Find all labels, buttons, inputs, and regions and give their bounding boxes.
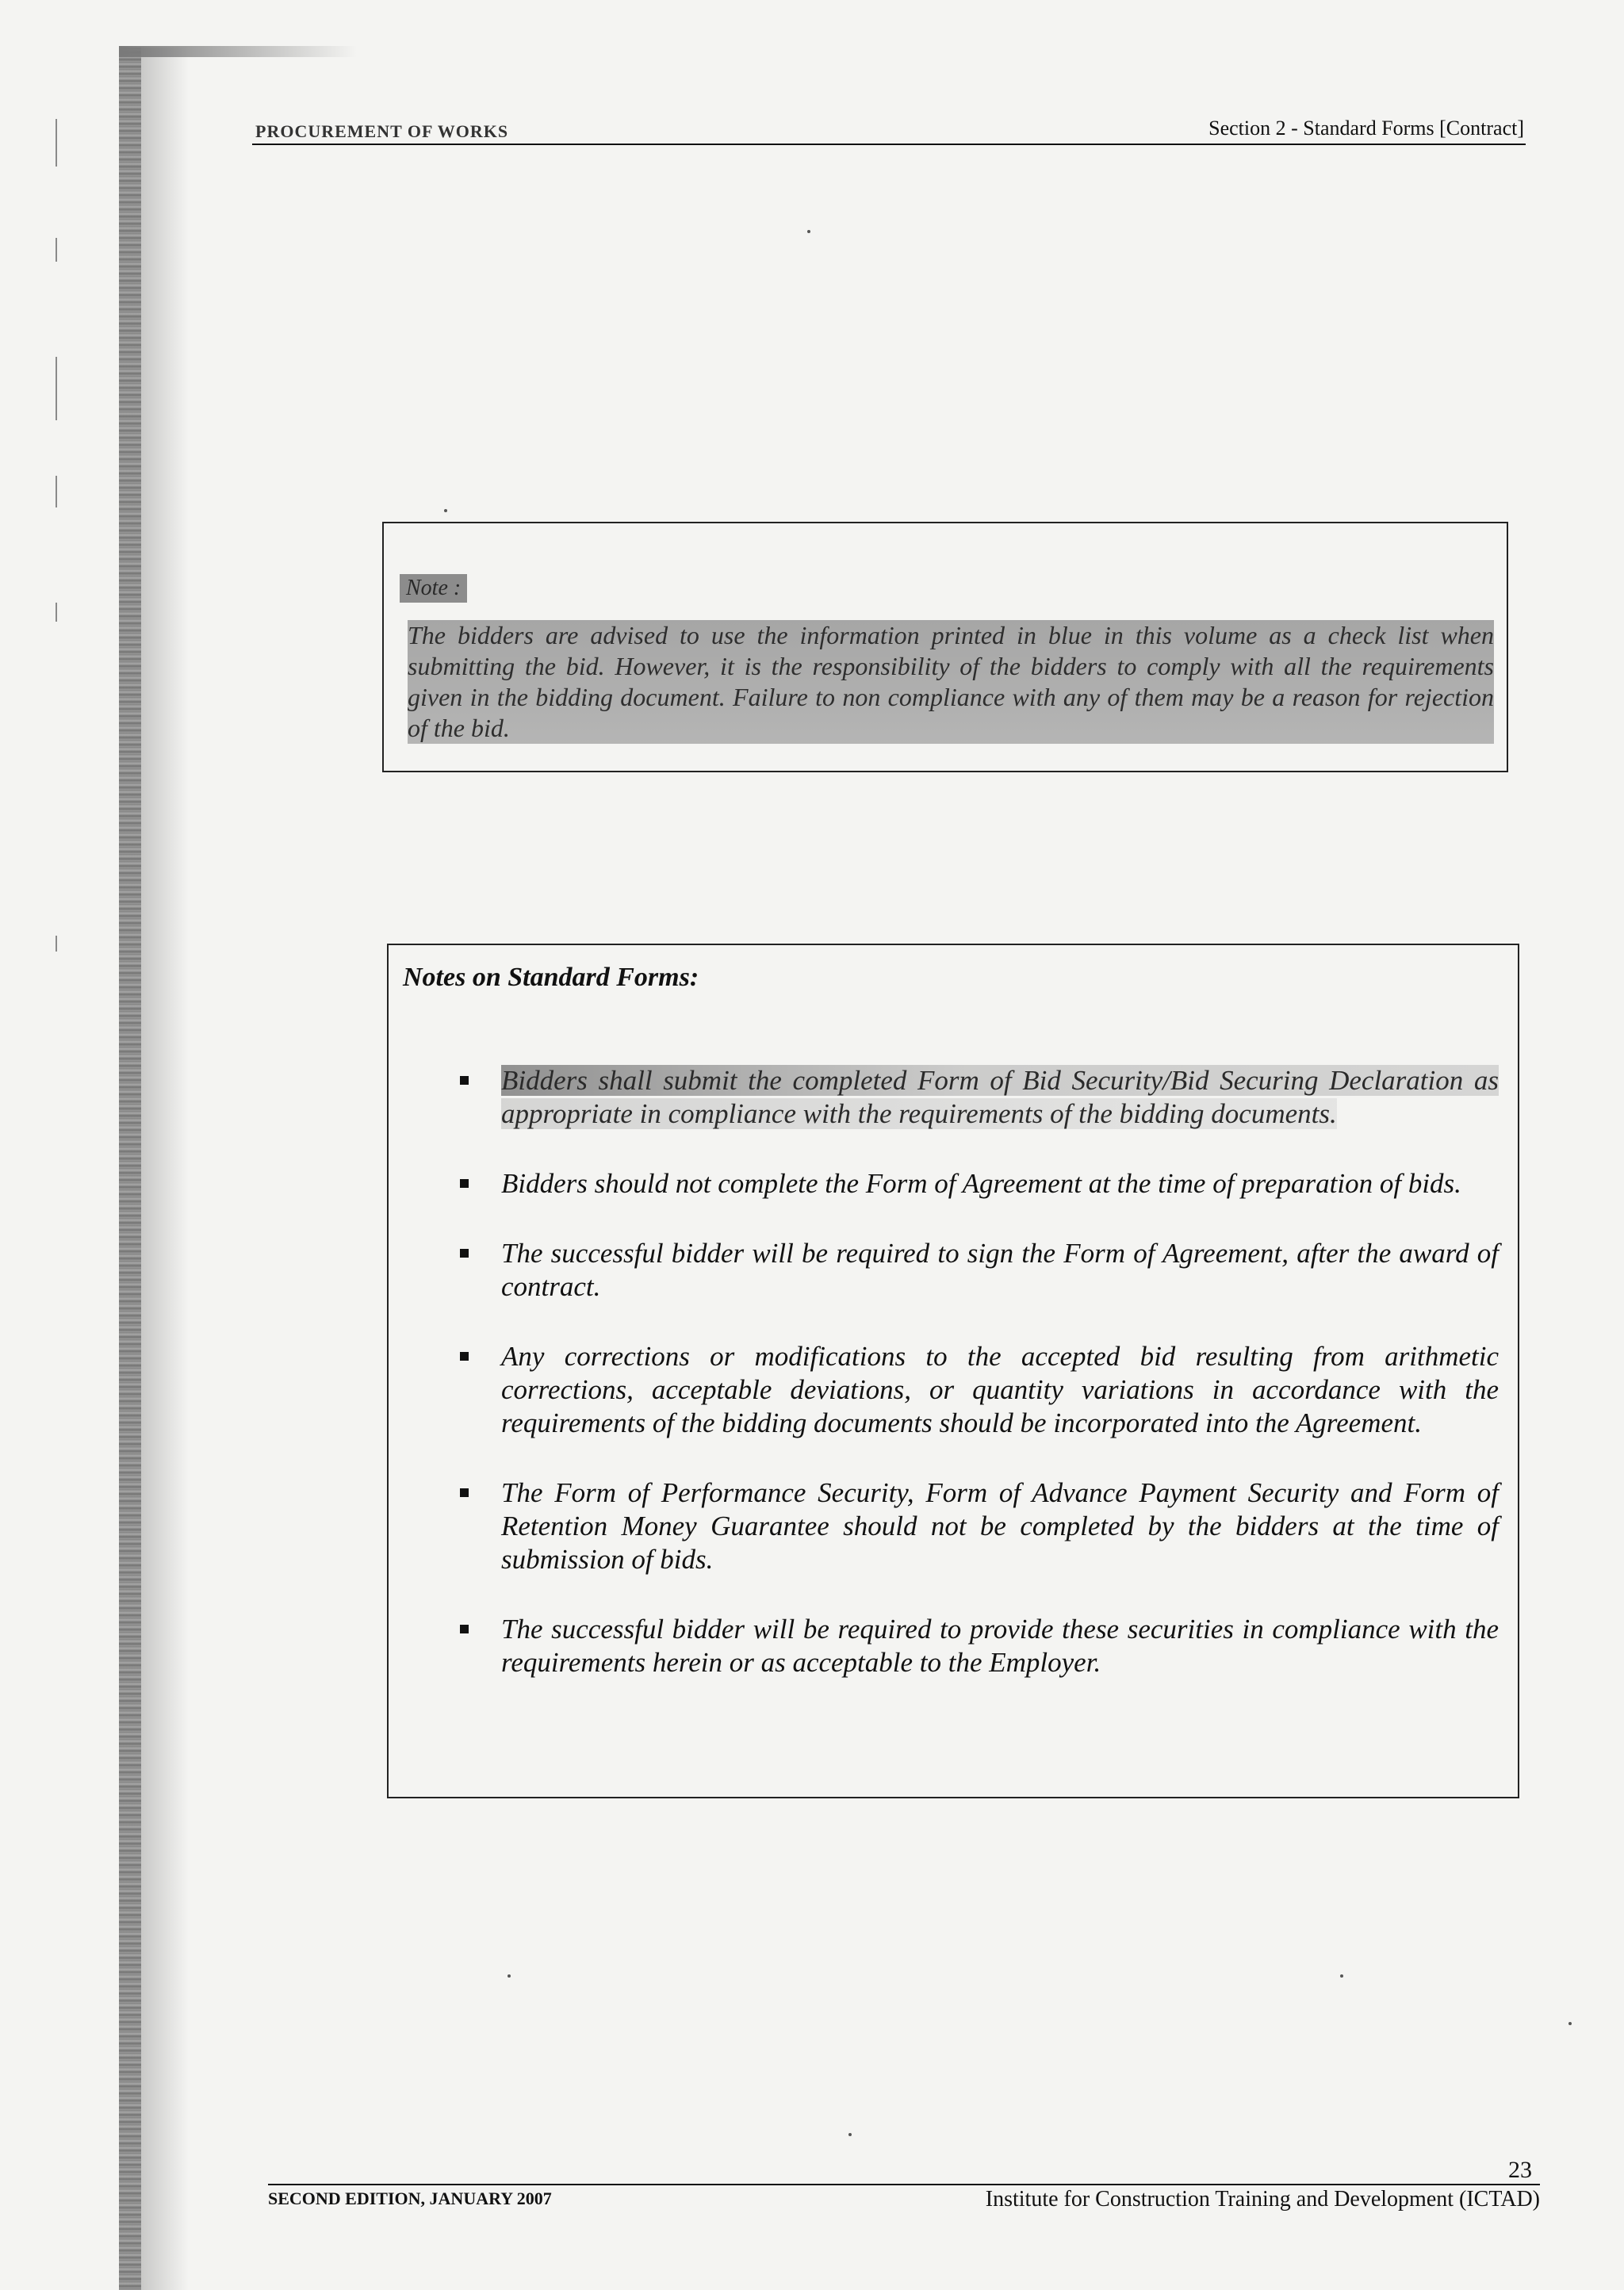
note-label: Note :	[400, 574, 467, 603]
list-item-text: Any corrections or modifications to the accepted bid resulting from arithmetic corrections, acceptable deviations, or quantity variations in accordance with the requirements of the bidding documents should be incorporated into the Agreement.	[501, 1341, 1499, 1438]
scan-speck	[807, 230, 810, 233]
list-item	[460, 1167, 1499, 1201]
page-number: 23	[1508, 2157, 1532, 2183]
binding-strip	[119, 48, 141, 2290]
scan-edge-marks	[0, 0, 119, 2290]
standard-forms-title: Notes on Standard Forms:	[403, 963, 699, 992]
list-item	[460, 1613, 1499, 1679]
standard-forms-notes-box	[387, 944, 1519, 1798]
scan-speck	[1340, 1974, 1343, 1978]
list-item-text: The Form of Performance Security, Form of Advance Payment Security and Form of Retention Money Guarantee should not be completed by the bidders at the time of submission of bids.	[501, 1477, 1499, 1575]
list-item	[460, 1340, 1499, 1440]
page-header	[252, 115, 1526, 145]
list-item	[460, 1237, 1499, 1304]
list-item-text: The successful bidder will be required to sign the Form of Agreement, after the award of contract.	[501, 1238, 1499, 1302]
bullet-icon	[460, 1179, 469, 1188]
scan-speck	[444, 509, 447, 512]
note-box	[382, 522, 1508, 772]
bullet-icon	[460, 1625, 469, 1633]
list-item-text: Bidders should not complete the Form of Agreement at the time of preparation of bids.	[501, 1168, 1461, 1199]
top-smudge	[119, 46, 357, 57]
bullet-icon	[460, 1076, 469, 1085]
scan-speck	[1568, 2022, 1572, 2025]
publisher-label: Institute for Construction Training and Development (ICTAD)	[985, 2187, 1540, 2211]
list-item	[460, 1064, 1499, 1131]
bullet-icon	[460, 1249, 469, 1258]
bullet-icon	[460, 1352, 469, 1361]
header-title: PROCUREMENT OF WORKS	[255, 121, 509, 141]
bullet-icon	[460, 1488, 469, 1497]
list-item-text: Bidders shall submit the completed Form of Bid Security/Bid Securing Declaration as appropriate in compliance with the requirements of the bidding documents.	[501, 1065, 1499, 1129]
standard-forms-list	[460, 1064, 1499, 1716]
header-section: Section 2 - Standard Forms [Contract]	[1208, 117, 1524, 140]
page-footer	[268, 2184, 1540, 2211]
list-item	[460, 1476, 1499, 1576]
binding-shadow	[141, 48, 189, 2290]
note-text: The bidders are advised to use the information printed in blue in this volume as a check list when submitting the bid. However, it is the responsibility of the bidders to comply with all the requirements given in the bidding document. Failure to non compliance with any of them may be a reason for rejection of the bid.	[408, 621, 1494, 742]
edition-label: SECOND EDITION, JANUARY 2007	[268, 2189, 552, 2208]
scan-speck	[848, 2133, 852, 2136]
scan-speck	[508, 1974, 511, 1978]
list-item-text: The successful bidder will be required to provide these securities in compliance with the requirements herein or as acceptable to the Employer.	[501, 1614, 1499, 1678]
